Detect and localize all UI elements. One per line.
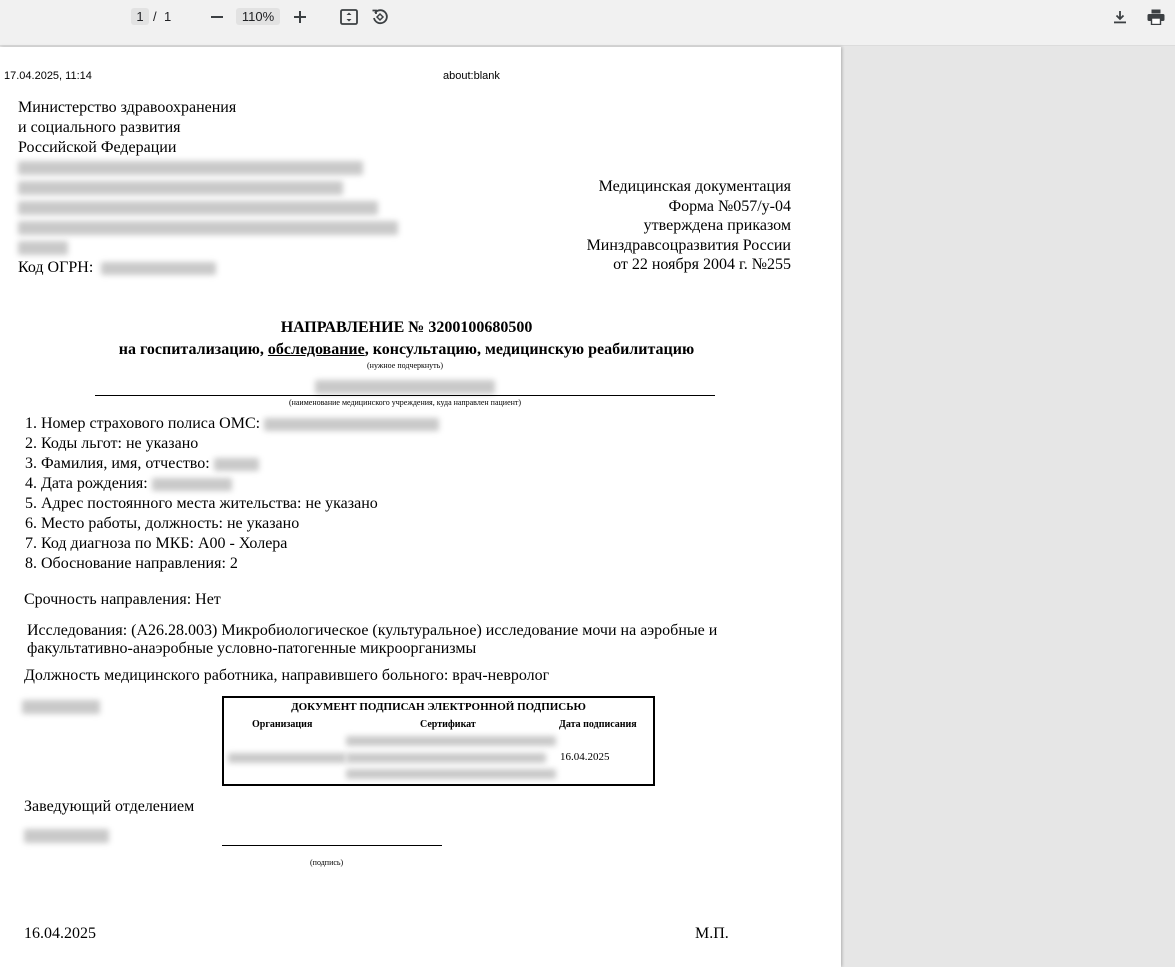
redacted-head-name: [24, 827, 109, 845]
research-line: факультативно-анаэробные условно-патогенные микроорганизмы: [27, 640, 477, 657]
item-birthdate: 4. Дата рождения:: [25, 474, 439, 494]
download-button[interactable]: [1108, 5, 1132, 29]
rotate-button[interactable]: [368, 5, 392, 29]
signature-box-title: ДОКУМЕНТ ПОДПИСАН ЭЛЕКТРОННОЙ ПОДПИСЬЮ: [291, 701, 586, 713]
redacted-doctor-name: [22, 698, 100, 716]
referring-position: Должность медицинского работника, направившего больного: врач-невролог: [24, 667, 550, 684]
document-title: НАПРАВЛЕНИЕ № 3200100680500: [280, 319, 533, 336]
redacted-organization: [18, 238, 398, 258]
rotate-icon: [371, 8, 389, 26]
page-number-input[interactable]: 1: [131, 8, 149, 25]
print-icon: [1147, 9, 1165, 25]
stamp-place: М.П.: [695, 925, 729, 942]
electronic-signature-box: [222, 696, 655, 786]
zoom-in-button[interactable]: [288, 5, 312, 29]
print-url: about:blank: [443, 70, 500, 82]
ogrn-label: Код ОГРН:: [18, 259, 94, 276]
institution-caption: (наименование медицинского учреждения, куда направлен пациент): [288, 398, 522, 407]
form-info-block: [541, 177, 791, 275]
zoom-level-input[interactable]: 110%: [236, 8, 280, 25]
form-info-line: Минздравсоцразвития России: [586, 236, 791, 254]
item-address: 5. Адрес постоянного места жительства: не указано: [25, 495, 378, 512]
plus-icon: [293, 10, 307, 24]
item-benefits: 2. Коды льгот: не указано: [25, 435, 199, 452]
redacted-organization: [18, 178, 398, 198]
page-total: 1: [164, 9, 172, 24]
document-page: [0, 47, 841, 967]
redacted-sig-org: [228, 753, 346, 763]
urgency: Срочность направления: Нет: [24, 591, 221, 608]
redacted-organization: [18, 158, 398, 178]
item-reason: 8. Обоснование направления: 2: [25, 555, 238, 572]
print-datetime: 17.04.2025, 11:14: [4, 70, 92, 82]
item-workplace: 6. Место работы, должность: не указано: [25, 515, 300, 532]
item-diagnosis: 7. Код диагноза по МКБ: А00 - Холера: [25, 535, 288, 552]
redacted-institution: [315, 378, 495, 396]
form-info-line: утверждена приказом: [643, 217, 791, 234]
signature-date: 16.04.2025: [560, 751, 610, 763]
print-button[interactable]: [1144, 5, 1168, 29]
ministry-line: Российской Федерации: [18, 139, 177, 156]
ministry-line: и социального развития: [18, 119, 181, 136]
ministry-block: [18, 98, 398, 278]
institution-line: [95, 395, 715, 396]
redacted-organization: [18, 218, 398, 238]
head-of-department-label: Заведующий отделением: [24, 798, 195, 815]
download-icon: [1113, 10, 1127, 24]
fit-page-button[interactable]: [337, 5, 361, 29]
signature-col-organization: Организация: [252, 719, 313, 730]
item-policy: 1. Номер страхового полиса ОМС:: [25, 414, 439, 434]
needed-note: (нужное подчеркнуть): [367, 361, 443, 370]
ministry-line: Министерство здравоохранения: [18, 99, 237, 116]
signature-caption: (подпись): [310, 858, 344, 867]
ogrn-row: [18, 258, 398, 278]
pdf-toolbar: [0, 0, 1175, 46]
footer-date: 16.04.2025: [24, 925, 96, 942]
redacted-organization: [18, 198, 398, 218]
zoom-out-button[interactable]: [205, 5, 229, 29]
redacted-sig-cert: [346, 769, 556, 779]
research-line: Исследования: (A26.28.003) Микробиологическое (культуральное) исследование мочи на аэробные и: [27, 622, 718, 639]
signature-col-date: Дата подписания: [559, 719, 637, 730]
document-subtitle: на госпитализацию, обследование, консультацию, медицинскую реабилитацию: [118, 341, 695, 358]
item-name: 3. Фамилия, имя, отчество:: [25, 454, 439, 474]
redacted-sig-cert: [346, 736, 556, 746]
signature-col-certificate: Сертификат: [420, 719, 476, 730]
redacted-ogrn: [101, 262, 216, 275]
minus-icon: [210, 10, 224, 24]
form-info-line: от 22 ноября 2004 г. №255: [613, 256, 791, 273]
form-info-line: Форма №057/у-04: [668, 197, 791, 215]
form-info-line: Медицинская документация: [598, 178, 791, 195]
redacted-sig-cert: [346, 753, 546, 763]
page-separator: /: [153, 9, 157, 24]
fit-to-page-icon: [340, 9, 358, 25]
patient-items: [25, 414, 439, 574]
signature-line: [222, 845, 442, 846]
